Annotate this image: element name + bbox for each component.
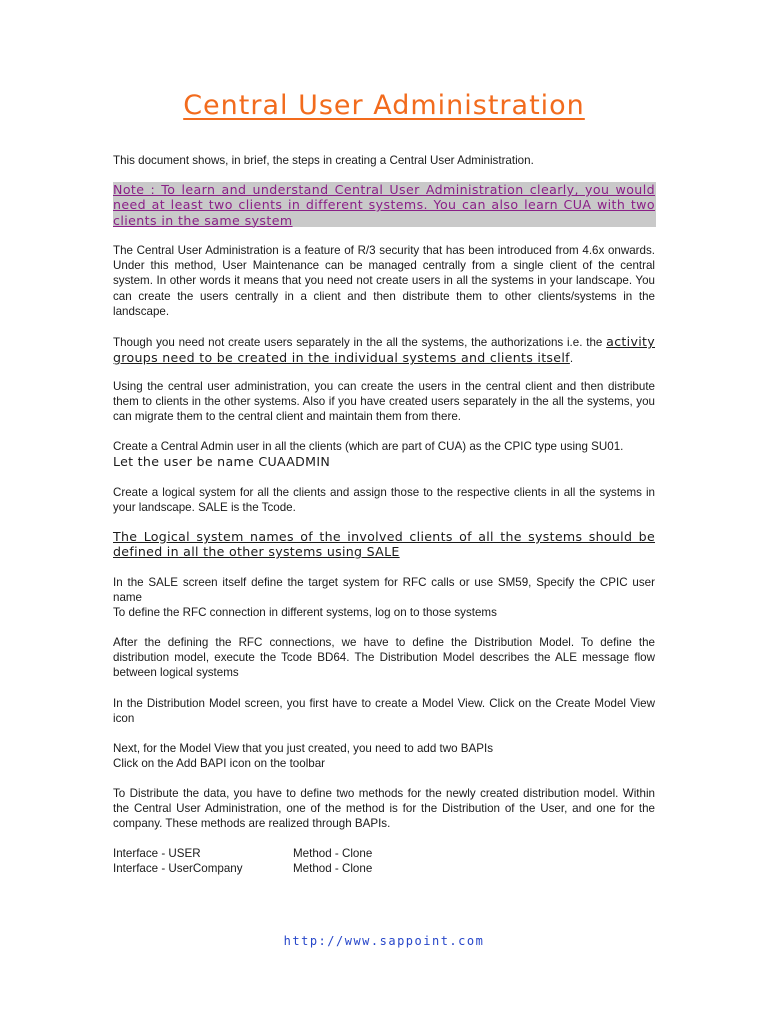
interface-row bbox=[113, 861, 373, 876]
feature-paragraph: The Central User Administration is a feature of R/3 security that has been introduced from 4.6x onwards. Under this method, User Maintenance can be managed centrally from a single client of the central system. In other words it means that you need not create users in all the systems in your landscape. You can create the users centrally in a client and then distribute them to other clients/systems in the landscape. bbox=[113, 244, 655, 318]
authorization-period: . bbox=[569, 352, 574, 366]
cuaadmin-text: Let the user be name CUAADMIN bbox=[113, 454, 331, 470]
interface-method: Method - Clone bbox=[293, 862, 373, 875]
sale-paragraph bbox=[113, 575, 655, 621]
central-admin-paragraph bbox=[113, 439, 655, 470]
distribution-model-paragraph: After the defining the RFC connections, we have to define the Distribution Model. To define the distribution model, execute the Tcode BD64. The Distribution Model describes the ALE message flow between logical systems bbox=[113, 636, 655, 680]
intro-paragraph: This document shows, in brief, the steps in creating a Central User Administration. bbox=[113, 154, 534, 167]
page-title: Central User Administration bbox=[183, 90, 585, 121]
add-bapi-icon-text: Click on the Add BAPI icon on the toolbar bbox=[113, 757, 326, 771]
using-cua-paragraph: Using the central user administration, you can create the users in the central client and then distribute them to clients in the other systems. Also if you have created users separately in the all the systems, you can migrate them to the central client and maintain them from there. bbox=[113, 380, 655, 424]
methods-paragraph: To Distribute the data, you have to define two methods for the newly created distribution model. Within the Central User Administration, one of the method is for the Distribution of the User, and one for the company. These methods are realized through BAPIs. bbox=[113, 787, 655, 831]
interface-name: Interface - USER bbox=[113, 847, 201, 860]
interface-name: Interface - UserCompany bbox=[113, 862, 243, 875]
rfc-logon-text: To define the RFC connection in different systems, log on to those systems bbox=[113, 606, 497, 620]
add-bapis-text: Next, for the Model View that you just created, you need to add two BAPIs bbox=[113, 742, 494, 755]
footer-url: http://www.sappoint.com bbox=[283, 934, 485, 948]
note-paragraph: Note : To learn and understand Central User Administration clearly, you would need at least two clients in different systems. You can also learn CUA with two clients in the same system bbox=[113, 182, 655, 228]
interface-row bbox=[113, 846, 373, 861]
authorization-paragraph bbox=[113, 334, 655, 366]
central-admin-text: Create a Central Admin user in all the clients (which are part of CUA) as the CPIC type using SU01. bbox=[113, 440, 624, 453]
activity-groups-text: activity groups need to be created in the individual systems and clients itself bbox=[113, 334, 655, 366]
authorization-text: Though you need not create users separately in the all the systems, the authorizations i.e. the bbox=[113, 336, 603, 349]
logical-names-paragraph: The Logical system names of the involved clients of all the systems should be defined in all the other systems using SALE bbox=[113, 529, 655, 560]
logical-system-paragraph: Create a logical system for all the clients and assign those to the respective clients in all the systems in your landscape. SALE is the Tcode. bbox=[113, 486, 655, 515]
model-view-paragraph: In the Distribution Model screen, you first have to create a Model View. Click on the Create Model View icon bbox=[113, 697, 655, 726]
bapi-paragraph bbox=[113, 741, 655, 771]
interface-method: Method - Clone bbox=[293, 847, 373, 860]
sale-target-text: In the SALE screen itself define the target system for RFC calls or use SM59, Specify the CPIC user name bbox=[113, 576, 655, 605]
